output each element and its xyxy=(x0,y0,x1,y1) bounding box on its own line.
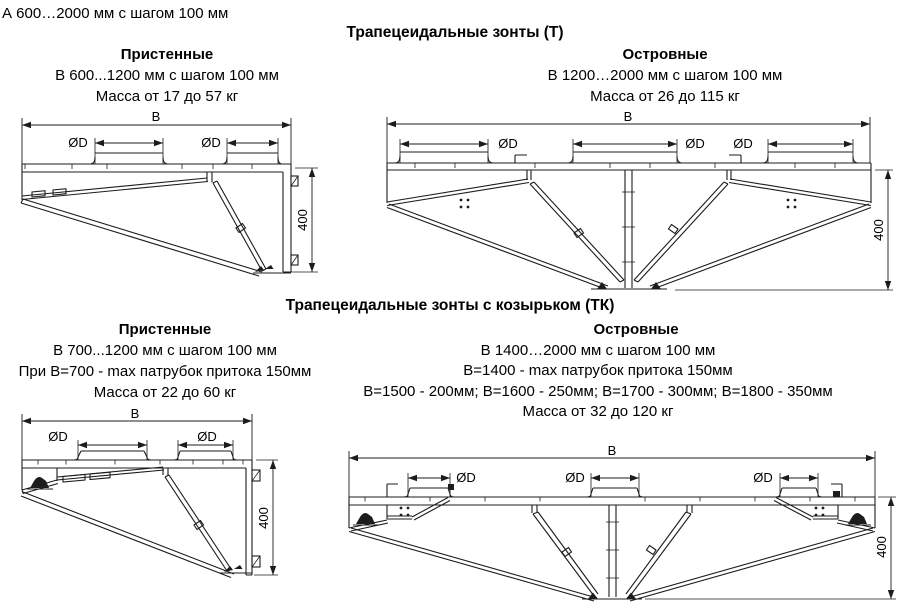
dim-diameter-1 xyxy=(68,135,163,164)
column-heading-t-island: Островные xyxy=(622,46,708,63)
section-title-t: Трапецеидальные зонты (Т) xyxy=(346,24,564,41)
roof-angle-brackets xyxy=(515,155,741,163)
dim-height-label: 400 xyxy=(874,536,889,558)
duct-stub-1 xyxy=(90,153,168,164)
dim-diameter-label: ØD xyxy=(68,135,88,150)
duct-stub-2 xyxy=(587,488,643,497)
dim-width-b xyxy=(22,109,291,164)
dim-diameter-label: ØD xyxy=(201,135,221,150)
dim-diameter-label: ØD xyxy=(565,470,585,485)
column-heading-tk-wall: Пристенные xyxy=(118,321,212,338)
section-title-tk: Трапецеидальные зонты с козырьком (ТК) xyxy=(285,297,615,314)
dim-diameter-label: ØD xyxy=(498,136,518,151)
hood-body xyxy=(21,164,298,276)
duct-stub-2 xyxy=(222,153,282,164)
dim-diameter-3 xyxy=(753,470,818,497)
drawing-t-wall-hood xyxy=(8,109,323,302)
duct-stub-2 xyxy=(174,451,237,460)
hood-body xyxy=(349,497,875,601)
duct-stub-3 xyxy=(776,488,840,497)
spec-line-tk-island-inlet: В=1400 - max патрубок притока 150мм xyxy=(463,362,733,379)
dim-width-label: B xyxy=(130,406,140,421)
spec-line-tk-wall-inlet: При В=700 - max патрубок притока 150мм xyxy=(18,363,312,380)
dim-diameter-2 xyxy=(201,135,278,164)
dim-diameter-label: ØD xyxy=(197,429,217,444)
hood-body xyxy=(387,163,871,289)
spec-line-t-wall-mass: Масса от 17 до 57 кг xyxy=(95,88,239,105)
spec-line-tk-wall-range: В 700...1200 мм с шагом 100 мм xyxy=(53,342,277,359)
dim-diameter-1 xyxy=(400,136,518,163)
dimension-range-a: А 600…2000 мм с шагом 100 мм xyxy=(2,5,229,22)
duct-stub-2 xyxy=(568,152,682,163)
roof-angle-brackets xyxy=(387,484,842,497)
spec-line-tk-island-range: В 1400…2000 мм с шагом 100 мм xyxy=(480,341,716,359)
drawing-tk-island-hood xyxy=(335,443,898,612)
dim-height-label: 400 xyxy=(295,209,310,231)
dim-height-label: 400 xyxy=(256,507,271,529)
dim-width-label: B xyxy=(623,109,633,124)
spec-line-t-island-range: В 1200…2000 мм с шагом 100 мм xyxy=(547,67,783,84)
dim-diameter-label: ØD xyxy=(48,429,68,444)
spec-column-tk-island xyxy=(356,320,840,423)
spec-column-tk-wall xyxy=(0,319,330,403)
dim-height-400 xyxy=(645,497,896,599)
spec-line-t-island-mass: Масса от 26 до 115 кг xyxy=(590,88,740,105)
column-heading-tk-island: Островные xyxy=(593,321,679,338)
dim-diameter-label: ØD xyxy=(753,470,773,485)
spec-line-tk-island-mass: Масса от 32 до 120 кг xyxy=(522,403,674,420)
duct-stub-3 xyxy=(763,152,858,163)
duct-stub-1 xyxy=(404,484,454,497)
duct-stub-1 xyxy=(395,152,493,163)
column-heading-t-wall: Пристенные xyxy=(120,46,214,63)
rivet-dots xyxy=(400,507,825,517)
dim-diameter-1 xyxy=(48,429,147,460)
dim-width-label: B xyxy=(607,443,617,458)
dim-diameter-2 xyxy=(573,136,705,163)
dim-diameter-label: ØD xyxy=(733,136,753,151)
duct-stub-1 xyxy=(74,451,151,460)
spec-line-tk-wall-mass: Масса от 22 до 60 кг xyxy=(93,384,237,401)
dim-diameter-2 xyxy=(178,429,233,460)
spec-column-t-wall xyxy=(0,44,334,107)
dim-diameter-label: ØD xyxy=(456,470,476,485)
rivet-dots xyxy=(460,199,797,209)
drawing-tk-wall-hood xyxy=(8,406,298,610)
dim-diameter-label: ØD xyxy=(685,136,705,151)
spec-column-t-island xyxy=(516,44,814,107)
dim-diameter-2 xyxy=(565,470,639,497)
hood-body xyxy=(21,460,260,578)
spec-line-tk-island-inlet-table: В=1500 - 200мм; В=1600 - 250мм; В=1700 - 300мм; В=1800 - 350мм xyxy=(363,382,833,400)
dim-height-400 xyxy=(254,460,278,575)
dim-width-b xyxy=(387,109,870,163)
dim-height-label: 400 xyxy=(871,219,886,241)
spec-line-t-wall-range: В 600...1200 мм с шагом 100 мм xyxy=(55,67,279,84)
dim-width-label: B xyxy=(151,109,161,124)
dim-width-b xyxy=(349,443,875,497)
dim-diameter-3 xyxy=(733,136,853,163)
drawing-t-island-hood xyxy=(375,109,900,302)
dim-diameter-1 xyxy=(408,470,476,497)
